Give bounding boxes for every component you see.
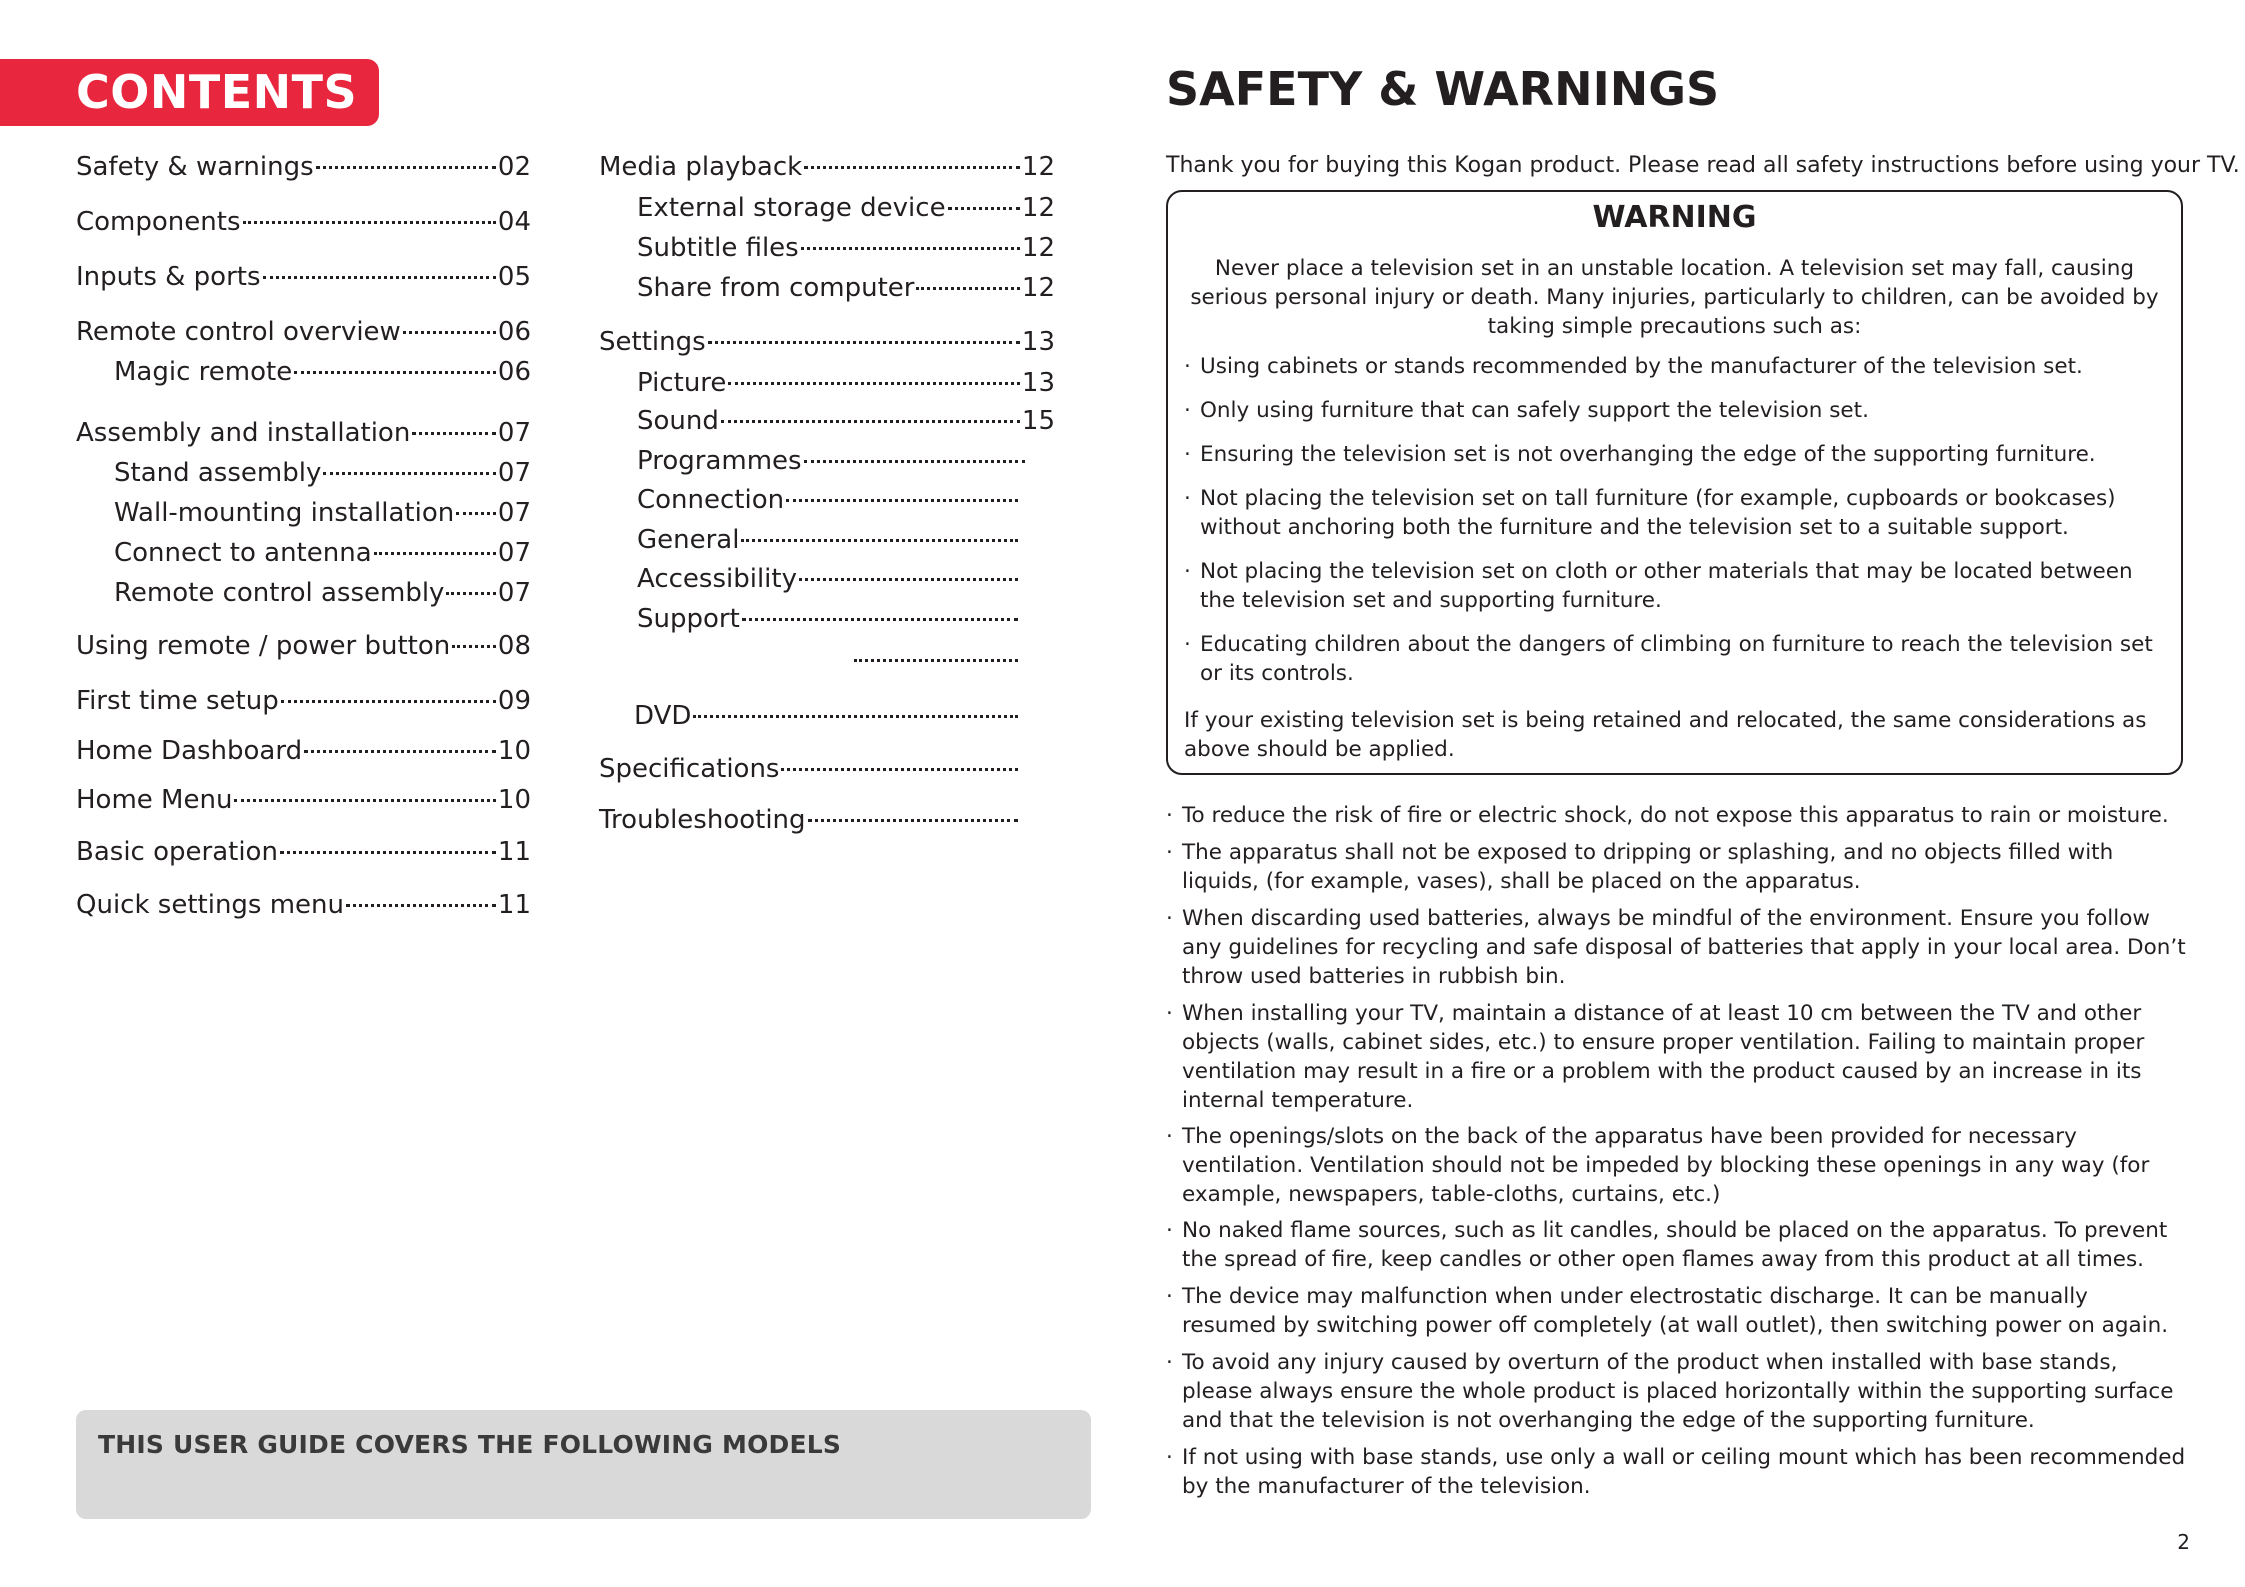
safety-intro: Thank you for buying this Kogan product. Please read all safety instructions before using your TV. <box>1166 153 2240 178</box>
safety-bullet <box>1166 999 2186 1115</box>
toc-entry-support[interactable] <box>637 604 1020 634</box>
safety-bullet-text: No naked flame sources, such as lit candles, should be placed on the apparatus. To prevent the spread of fire, keep candles or other open flames away from this product at all times. <box>1182 1218 2168 1272</box>
toc-page: 12 <box>1021 273 1055 303</box>
toc-label: General <box>637 525 740 555</box>
toc-leader <box>374 552 496 555</box>
toc-entry-share-computer[interactable] <box>637 273 1055 303</box>
safety-bullet <box>1166 801 2186 830</box>
toc-leader <box>948 207 1020 210</box>
toc-label: Sound <box>637 406 719 436</box>
toc-entry-settings[interactable] <box>599 327 1055 357</box>
toc-leader <box>708 341 1020 344</box>
toc-label: Support <box>637 604 740 634</box>
toc-leader <box>280 851 496 854</box>
toc-leader <box>446 592 495 595</box>
toc-label: Accessibility <box>637 564 797 594</box>
toc-entry-home-dashboard[interactable] <box>76 736 531 766</box>
toc-label: Safety & warnings <box>76 152 314 182</box>
toc-leader <box>234 799 495 802</box>
warning-text: Never place a television set in an unstable location. A television set may fall, causing serious personal injury or death. Many injuries, particularly to children, can be avoided by taking simple precautions such as: <box>1190 256 2159 339</box>
toc-label: First time setup <box>76 686 279 716</box>
warning-item <box>1184 396 2167 425</box>
toc-entry-quick-settings[interactable] <box>76 890 531 920</box>
safety-bullet <box>1166 1443 2186 1501</box>
bullet-dot-icon: · <box>1166 1445 1173 1470</box>
toc-label: Remote control assembly <box>114 578 445 608</box>
safety-bullet-text: The device may malfunction when under electrostatic discharge. It can be manually resumed by switching power off completely (at wall outlet), then switching power on again. <box>1182 1284 2169 1338</box>
toc-leader <box>728 382 1019 385</box>
models-box-title: THIS USER GUIDE COVERS THE FOLLOWING MODELS <box>98 1430 842 1459</box>
bullet-dot-icon: · <box>1184 632 1191 657</box>
toc-page: 04 <box>497 207 531 237</box>
safety-bullet <box>1166 1122 2186 1209</box>
toc-page: 07 <box>497 578 531 608</box>
bullet-dot-icon: · <box>1166 1350 1173 1375</box>
safety-bullet <box>1166 838 2186 896</box>
toc-leader <box>316 166 496 169</box>
toc-page: 11 <box>497 837 531 867</box>
toc-leader <box>243 221 496 224</box>
toc-leader <box>741 539 1018 542</box>
toc-entry-first-setup[interactable] <box>76 686 531 716</box>
toc-page: 02 <box>497 152 531 182</box>
toc-leader <box>452 645 496 648</box>
toc-entry-antenna[interactable] <box>114 538 531 568</box>
toc-label: Home Dashboard <box>76 736 303 766</box>
toc-entry-assembly[interactable] <box>76 418 531 448</box>
toc-entry-basic-operation[interactable] <box>76 837 531 867</box>
toc-label: Assembly and installation <box>76 418 411 448</box>
warning-item <box>1184 557 2167 615</box>
toc-page: 12 <box>1021 233 1055 263</box>
toc-entry-dvd[interactable] <box>634 701 1020 731</box>
toc-leader <box>323 472 496 475</box>
toc-page: 09 <box>497 686 531 716</box>
toc-label: Remote control overview <box>76 317 401 347</box>
safety-bullet <box>1166 1216 2186 1274</box>
bullet-dot-icon: · <box>1166 1218 1173 1243</box>
toc-label: Programmes <box>637 446 802 476</box>
toc-leader <box>304 750 496 753</box>
toc-label: Inputs & ports <box>76 262 261 292</box>
toc-leader <box>456 512 496 515</box>
toc-entry-inputs[interactable] <box>76 262 531 292</box>
toc-entry-safety[interactable] <box>76 152 531 182</box>
toc-label: Media playback <box>599 152 803 182</box>
warning-item-text: Using cabinets or stands recommended by the manufacturer of the television set. <box>1200 354 2083 379</box>
toc-page: 12 <box>1021 193 1055 223</box>
warning-item <box>1184 484 2167 542</box>
models-box <box>76 1410 1091 1519</box>
safety-heading: SAFETY & WARNINGS <box>1166 62 1720 116</box>
toc-label: Magic remote <box>114 357 293 387</box>
toc-entry-blank <box>852 665 1020 668</box>
toc-entry-external-storage[interactable] <box>637 193 1055 223</box>
toc-entry-stand-assembly[interactable] <box>114 458 531 488</box>
safety-bullet <box>1166 1282 2186 1340</box>
toc-entry-troubleshooting[interactable] <box>599 805 1020 835</box>
toc-label: Basic operation <box>76 837 278 867</box>
toc-entry-magic-remote[interactable] <box>114 357 531 387</box>
toc-label: Settings <box>599 327 706 357</box>
bullet-dot-icon: · <box>1166 1284 1173 1309</box>
safety-bullet-text: To avoid any injury caused by overturn of the product when installed with base stands, please always ensure the whole product is placed horizontally within the supporting surface and that the television is not overhanging the edge of the supporting furniture. <box>1182 1350 2174 1433</box>
warning-item <box>1184 630 2167 688</box>
toc-leader <box>693 715 1018 718</box>
safety-bullet-text: The openings/slots on the back of the apparatus have been provided for necessary ventilation. Ventilation should not be impeded by blocking these openings in any way (for example, newspapers, table-cloths, curtains, etc.) <box>1182 1124 2150 1207</box>
toc-entry-specifications[interactable] <box>599 754 1020 784</box>
page-number: 2 <box>2177 1530 2190 1554</box>
bullet-dot-icon: · <box>1166 1124 1173 1149</box>
toc-page: 06 <box>497 317 531 347</box>
toc-label: Stand assembly <box>114 458 322 488</box>
toc-page: 07 <box>497 458 531 488</box>
warning-title: WARNING <box>1592 200 1757 235</box>
toc-page: 06 <box>497 357 531 387</box>
bullet-dot-icon: · <box>1166 840 1173 865</box>
safety-bullet <box>1166 904 2186 991</box>
toc-leader <box>263 276 496 279</box>
toc-entry-media-playback[interactable] <box>599 152 1055 182</box>
toc-page: 07 <box>497 418 531 448</box>
toc-entry-programmes[interactable] <box>637 446 1027 476</box>
toc-label: Specifications <box>599 754 780 784</box>
toc-leader <box>804 166 1020 169</box>
warning-item-text: Educating children about the dangers of climbing on furniture to reach the television set or its controls. <box>1200 632 2153 686</box>
warning-item-text: Not placing the television set on cloth or other materials that may be located between the television set and supporting furniture. <box>1200 559 2133 613</box>
toc-entry-picture[interactable] <box>637 368 1055 398</box>
warning-item-text: Only using furniture that can safely support the television set. <box>1200 398 1869 423</box>
safety-bullet-text: When installing your TV, maintain a distance of at least 10 cm between the TV and other objects (walls, cabinet sides, etc.) to ensure proper ventilation. Failing to maintain proper ventilation may result in a fire or a problem with the product caused by an increase in its internal temperature. <box>1182 1001 2145 1113</box>
toc-page: 10 <box>497 785 531 815</box>
safety-bullet-text: The apparatus shall not be exposed to dripping or splashing, and no objects filled with liquids, (for example, vases), shall be placed on the apparatus. <box>1182 840 2114 894</box>
toc-label: External storage device <box>637 193 946 223</box>
toc-label: Subtitle files <box>637 233 799 263</box>
warning-item-text: Not placing the television set on tall furniture (for example, cupboards or bookcases) without anchoring both the furniture and the television set to a suitable support. <box>1200 486 2116 540</box>
toc-entry-components[interactable] <box>76 207 531 237</box>
toc-page: 05 <box>497 262 531 292</box>
bullet-dot-icon: · <box>1184 398 1191 423</box>
toc-label: Using remote / power button <box>76 631 451 661</box>
toc-page: 13 <box>1021 368 1055 398</box>
toc-entry-home-menu[interactable] <box>76 785 531 815</box>
toc-entry-subtitle-files[interactable] <box>637 233 1055 263</box>
toc-leader <box>294 371 496 374</box>
toc-entry-sound[interactable] <box>637 406 1055 436</box>
toc-entry-remote-assembly[interactable] <box>114 578 531 608</box>
bullet-dot-icon: · <box>1166 906 1173 931</box>
toc-leader <box>916 287 1019 290</box>
toc-leader <box>412 432 496 435</box>
toc-page: 11 <box>497 890 531 920</box>
toc-leader <box>403 331 496 334</box>
toc-entry-general[interactable] <box>637 525 1020 555</box>
toc-page: 13 <box>1021 327 1055 357</box>
toc-entry-power-button[interactable] <box>76 631 531 661</box>
toc-page: 10 <box>497 736 531 766</box>
toc-leader <box>854 659 1018 662</box>
toc-leader <box>346 904 496 907</box>
toc-leader <box>808 819 1018 822</box>
warning-box <box>1166 190 2183 775</box>
toc-leader <box>786 499 1018 502</box>
bullet-dot-icon: · <box>1166 1001 1173 1026</box>
toc-leader <box>799 578 1018 581</box>
toc-label: Connect to antenna <box>114 538 372 568</box>
safety-bullet-text: When discarding used batteries, always be mindful of the environment. Ensure you follow any guidelines for recycling and safe disposal of batteries that apply in your local area. Don’t throw used batteries in rubbish bin. <box>1182 906 2186 989</box>
toc-label: Home Menu <box>76 785 233 815</box>
toc-label: Picture <box>637 368 727 398</box>
toc-leader <box>804 460 1025 463</box>
toc-leader <box>742 618 1018 621</box>
warning-item <box>1184 352 2167 381</box>
bullet-dot-icon: · <box>1184 354 1191 379</box>
toc-label: Troubleshooting <box>599 805 806 835</box>
safety-bullet-text: If not using with base stands, use only a wall or ceiling mount which has been recommended by the manufacturer of the television. <box>1182 1445 2186 1499</box>
toc-page: 07 <box>497 498 531 528</box>
toc-label: Quick settings menu <box>76 890 345 920</box>
toc-page: 12 <box>1021 152 1055 182</box>
toc-entry-remote-overview[interactable] <box>76 317 531 347</box>
toc-page: 07 <box>497 538 531 568</box>
toc-leader <box>801 247 1020 250</box>
toc-leader <box>281 700 496 703</box>
safety-bullet-text: To reduce the risk of fire or electric shock, do not expose this apparatus to rain or moisture. <box>1182 803 2169 828</box>
bullet-dot-icon: · <box>1184 559 1191 584</box>
toc-entry-connection[interactable] <box>637 485 1020 515</box>
warning-item <box>1184 440 2167 469</box>
toc-label: Components <box>76 207 241 237</box>
bullet-dot-icon: · <box>1184 486 1191 511</box>
toc-entry-wall-mounting[interactable] <box>114 498 531 528</box>
warning-footer: If your existing television set is being retained and relocated, the same considerations as above should be applied. <box>1184 708 2147 762</box>
safety-bullet <box>1166 1348 2186 1435</box>
toc-label: Connection <box>637 485 785 515</box>
toc-leader <box>781 768 1018 771</box>
contents-heading: CONTENTS <box>0 59 379 126</box>
bullet-dot-icon: · <box>1184 442 1191 467</box>
toc-entry-accessibility[interactable] <box>637 564 1020 594</box>
toc-leader <box>721 420 1020 423</box>
toc-page: 08 <box>497 631 531 661</box>
bullet-dot-icon: · <box>1166 803 1173 828</box>
toc-label: Wall-mounting installation <box>114 498 455 528</box>
toc-page: 15 <box>1021 406 1055 436</box>
toc-label: Share from computer <box>637 273 915 303</box>
warning-item-text: Ensuring the television set is not overhanging the edge of the supporting furniture. <box>1200 442 2096 467</box>
toc-label: DVD <box>634 701 692 731</box>
